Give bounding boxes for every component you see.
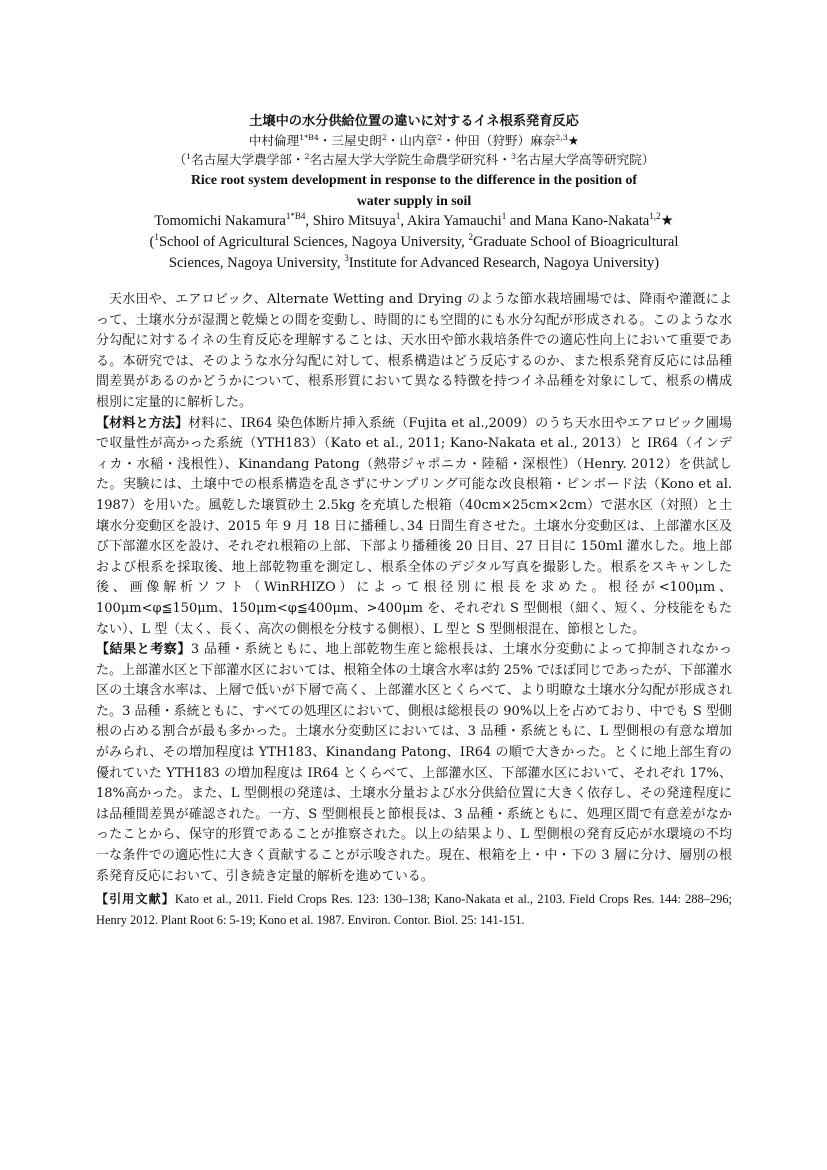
methods-heading: 【材料と方法】 — [96, 415, 189, 431]
presenter-star-icon: ★ — [660, 213, 674, 229]
author-name: and Mana Kano-Nakata — [506, 213, 650, 229]
author-name: Tomomichi Nakamura — [154, 213, 286, 229]
author-affiliation-mark: 2 — [437, 132, 443, 142]
affiliation-line — [96, 253, 732, 274]
author-name: 中村倫理 — [248, 133, 300, 148]
authors-japanese — [96, 131, 732, 150]
affiliation-text: 名古屋大学農学部・ — [191, 152, 305, 167]
abstract-body — [96, 290, 732, 887]
affiliation-mark: 1 — [154, 232, 159, 243]
author-name: ・三屋史朗 — [318, 133, 382, 148]
title-english — [96, 169, 732, 211]
title-japanese: 土壌中の水分供給位置の違いに対するイネ根系発育反応 — [249, 114, 579, 129]
affiliation-mark: 3 — [344, 253, 349, 264]
author-name: , Shiro Mitsuya — [305, 213, 396, 229]
author-affiliation-mark: 1,2 — [649, 211, 661, 222]
author-affiliation-mark: 2,3 — [555, 132, 568, 142]
author-affiliation-mark: 1 — [501, 211, 507, 222]
author-affiliation-mark: 2 — [381, 132, 387, 142]
title-english-line: water supply in soil — [356, 193, 472, 208]
author-affiliation-mark: 1 — [395, 211, 401, 222]
title-english-line: Rice root system development in response to the difference in the position of — [190, 172, 638, 187]
references — [96, 889, 732, 930]
references-heading: 【引用文献】 — [96, 892, 175, 907]
presenter-star-icon: ★ — [567, 133, 580, 148]
methods-paragraph — [96, 414, 732, 641]
methods-text: 材料に、IR64 染色体断片挿入系統（Fujita et al.,2009）のうち天水田やエアロビック圃場で収量性が高かった系統（YTH183）（Kato et al., 2011; Kano-Nakata et al., 2013）と IR64（インディカ・水稲・浅根性）、Kinandang Patong（熱帯ジャポニカ・陸稲・深根性）（Henry. 2012）を供試した。実験には、土壌中での根系構造を乱さずにサンプリング可能な改良根箱・ピンボード法（Kono et al. 1987）を用いた。風乾した壌質砂土 2.5kg を充填した根箱（40cm×25cm×2cm）で湛水区（対照）と土壌水分変動区を設け、2015 年 9 月 18 日に播種し､34 日間生育させた。土壌水分変動区は、上部灌水区及び下部灌水区を設け、それぞれ根箱の上部、下部より播種後 20 日目、27 日目に 150ml 灌水した。地上部および根系を採取後、地上部乾物重を測定し、根系全体のデジタル写真を撮影した。根系をスキャンした後、画像解析ソフト（WinRHIZO）によって根径別に根長を求めた。根径が<100μm、100μm<φ≦150μm、150μm<φ≦400μm、>400μm を、それぞれ S 型側根（細く、短く、分枝能をもたない）、L 型（太く、長く、高次の側根を分枝する側根）、L 型と S 型側根混在、節根とした。 — [96, 415, 732, 637]
results-paragraph — [96, 640, 732, 887]
affiliation-text: Institute for Advanced Research, Nagoya University) — [348, 255, 660, 271]
affiliations-english — [96, 232, 732, 274]
affiliation-line — [96, 232, 732, 253]
results-text: 3 品種・系統ともに、地上部乾物生産と総根長は、土壌水分変動によって抑制されなかった。上部灌水区と下部灌水区においては、根箱全体の土壌含水率は約 25% でほぼ同じであったが、下部灌水区の土壌含水率は、上層で低いが下層で高く、上部灌水区とくらべて、より明瞭な土壌水分勾配が形成された。3 品種・系統ともに、すべての処理区において、側根は総根長の 90%以上を占めており、中でも S 型側根の占める割合が最も多かった。土壌水分変動区においては、3 品種・系統ともに、L 型側根の有意な増加がみられ、その増加程度は YTH183、Kinandang Patong、IR64 の順で大きかった。とくに地上部生育の優れていた YTH183 の増加程度は IR64 とくらべて、上部灌水区、下部灌水区において、それぞれ 17%、18%高かった。また、L 型側根の発達は、土壌水分量および水分供給位置に大きく依存し、その発達程度には品種間差異が確認された。一方、S 型側根長と節根長は、3 品種・系統ともに、処理区間で有意差がなかったことから、保守的形質であることが推察された。以上の結果より、L 型側根の発育反応が水環境の不均一な条件での適応性に大きく貢献することが示唆された。現在、根箱を上・中・下の 3 層に分け、層別の根系発育反応において、引き続き定量的解析を進めている。 — [96, 642, 732, 884]
author-affiliation-mark: 1*B4 — [299, 132, 319, 142]
abstract-page — [96, 112, 732, 930]
paren: ( — [149, 234, 155, 250]
affiliations-japanese — [96, 150, 732, 169]
affiliation-mark: 3 — [510, 151, 516, 161]
results-heading: 【結果と考察】 — [96, 642, 191, 658]
affiliation-text: Graduate School of Bioagricultural — [472, 234, 679, 250]
affiliation-text: Sciences, Nagoya University, — [168, 255, 345, 271]
affiliation-text: 名古屋大学大学院生命農学研究科・ — [309, 152, 511, 167]
author-name: ・山内章 — [386, 133, 438, 148]
affiliation-mark: 1 — [186, 151, 192, 161]
introduction-paragraph: 天水田や、エアロビック、Alternate Wetting and Drying のような節水栽培圃場では、降雨や灌漑によって、土壌水分が湿潤と乾燥との間を変動し、時間的にも空間的にも水分勾配が形成される。このような水分勾配に対するイネの生育反応を理解することは、天水田や節水栽培条件での適応性向上において重要である。本研究では、そのような水分勾配に対して、根系構造はどう反応するのか、また根系発育反応には品種間差異があるのかどうかについて、根系形質において異なる特徴を持つイネ品種を対象にして、根系の構成根別に定量的に解析した。 — [96, 292, 732, 410]
authors-english — [96, 211, 732, 232]
affiliation-mark: 2 — [304, 151, 310, 161]
affiliation-mark: 2 — [468, 232, 473, 243]
author-name: ・仲田（狩野）麻奈 — [442, 133, 556, 148]
paren: （ — [173, 152, 187, 167]
affiliation-text: School of Agricultural Sciences, Nagoya University, — [158, 234, 469, 250]
author-affiliation-mark: 1*B4 — [285, 211, 306, 222]
references-text: Kato et al., 2011. Field Crops Res. 123: 130–138; Kano-Nakata et al., 2103. Field Crops Res. 144: 288–296; Henry 2012. Plant Root 6: 5-19; Kono et al. 1987. Environ. Contor. Biol. 25: 141-151. — [96, 892, 732, 927]
affiliation-text: 名古屋大学高等研究院） — [515, 152, 655, 167]
author-name: , Akira Yamauchi — [400, 213, 502, 229]
